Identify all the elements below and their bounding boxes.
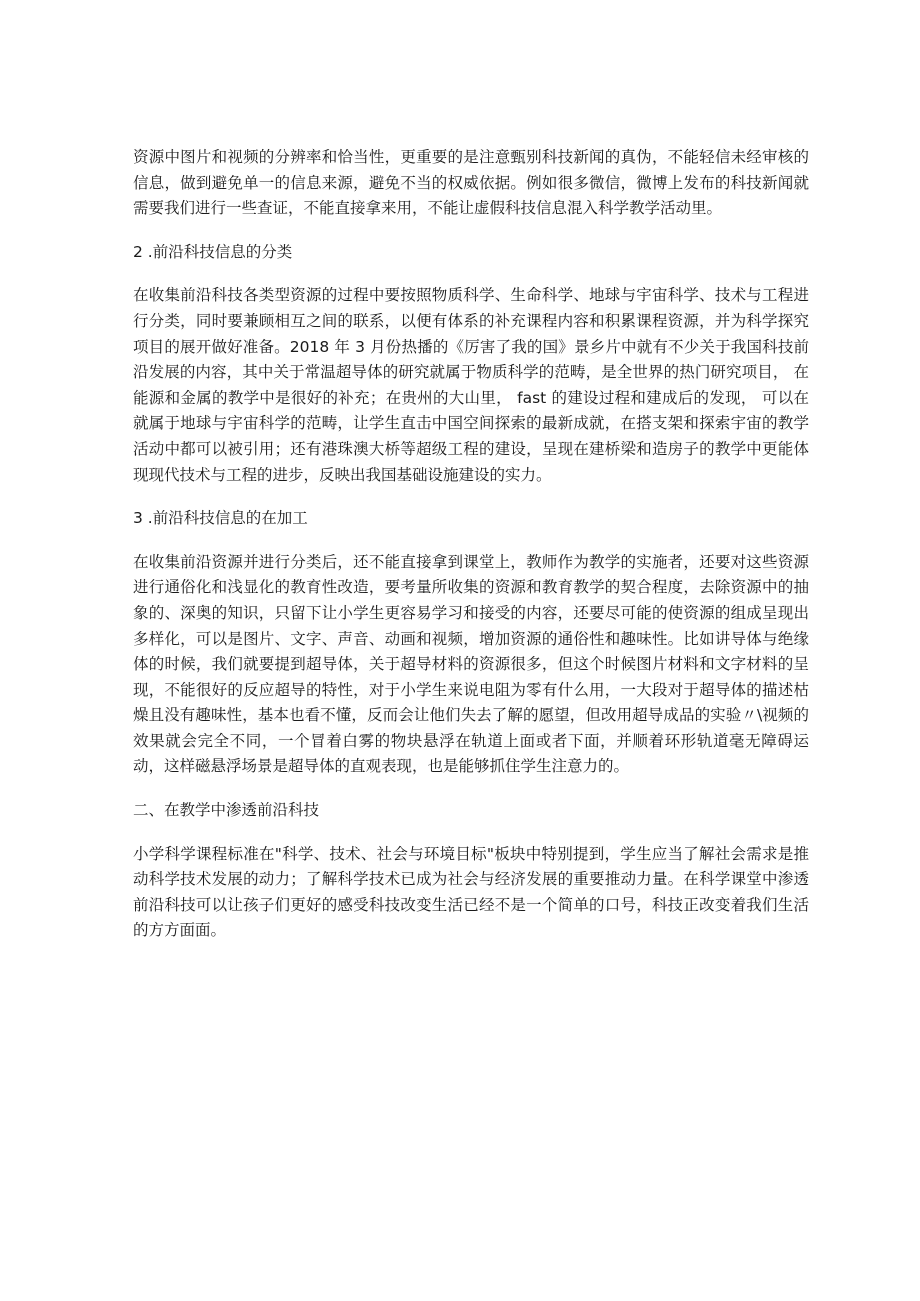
heading-processing: 3 .前沿科技信息的在加工 — [133, 509, 308, 528]
paragraph-classification: 在收集前沿科技各类型资源的过程中要按照物质科学、生命科学、地球与宇宙科学、技术与工程进行分类，同时要兼顾相互之间的联系，以便有体系的补充课程内容和积累课程资源，并为科学探究项目的展开做好准备。2018 年 3 月份热播的《厉害了我的国》景乡片中就有不少关于我国科技前沿发展的内容，其中关于常温超导体的研究就属于物质科学的范畴，是全世界的热门研究项目， 在能源和金属的教学中是很好的补充；在贵州的大山里， fast 的建设过程和建成后的发现， 可以在就属于地球与宇宙科学的范畴，让学生直击中国空间探索的最新成就，在搭支架和探索宇宙的教学活动中都可以被引用；还有港珠澳大桥等超级工程的建设，呈现在建桥梁和造房子的教学中更能体现现代技术与工程的进步，反映出我国基础设施建设的实力。 — [133, 286, 809, 484]
paragraph-source-verification: 资源中图片和视频的分辨率和恰当性，更重要的是注意甄别科技新闻的真伪，不能轻信未经审核的信息，做到避免单一的信息来源，避免不当的权威依据。例如很多微信，微博上发布的科技新闻就需要我们进行一些查证，不能直接拿来用，不能让虚假科技信息混入科学教学活动里。 — [133, 148, 809, 218]
section-heading-teaching: 二、在教学中渗透前沿科技 — [133, 801, 320, 820]
paragraph-processing: 在收集前沿资源并进行分类后，还不能直接拿到课堂上，教师作为教学的实施者，还要对这些资源进行通俗化和浅显化的教育性改造，要考量所收集的资源和教育教学的契合程度，去除资源中的抽象的、深奥的知识，只留下让小学生更容易学习和接受的内容，还要尽可能的使资源的组成呈现出多样化，可以是图片、文字、声音、动画和视频，增加资源的通俗性和趣味性。比如讲导体与绝缘体的时候，我们就要提到超导体，关于超导材料的资源很多，但这个时候图片材料和文字材料的呈现，不能很好的反应超导的特性，对于小学生来说电阻为零有什么用，一大段对于超导体的描述枯燥且没有趣味性，基本也看不懂，反而会让他们失去了解的愿望，但改用超导成品的实验〃\视频的效果就会完全不同，一个冒着白雾的物块悬浮在轨道上面或者下面，并顺着环形轨道毫无障碍运动，这样磁悬浮场景是超导体的直观表现，也是能够抓住学生注意力的。 — [133, 552, 809, 776]
paragraph-curriculum-standard: 小学科学课程标准在"科学、技术、社会与环境目标"板块中特别提到，学生应当了解社会需求是推动科学技术发展的动力；了解科学技术已成为社会与经济发展的重要推动力量。在科学课堂中渗透前沿科技可以让孩子们更好的感受科技改变生活已经不是一个简单的口号，科技正改变着我们生活的方方面面。 — [133, 844, 809, 940]
heading-classification: 2 .前沿科技信息的分类 — [133, 242, 293, 261]
document-body — [133, 145, 809, 944]
